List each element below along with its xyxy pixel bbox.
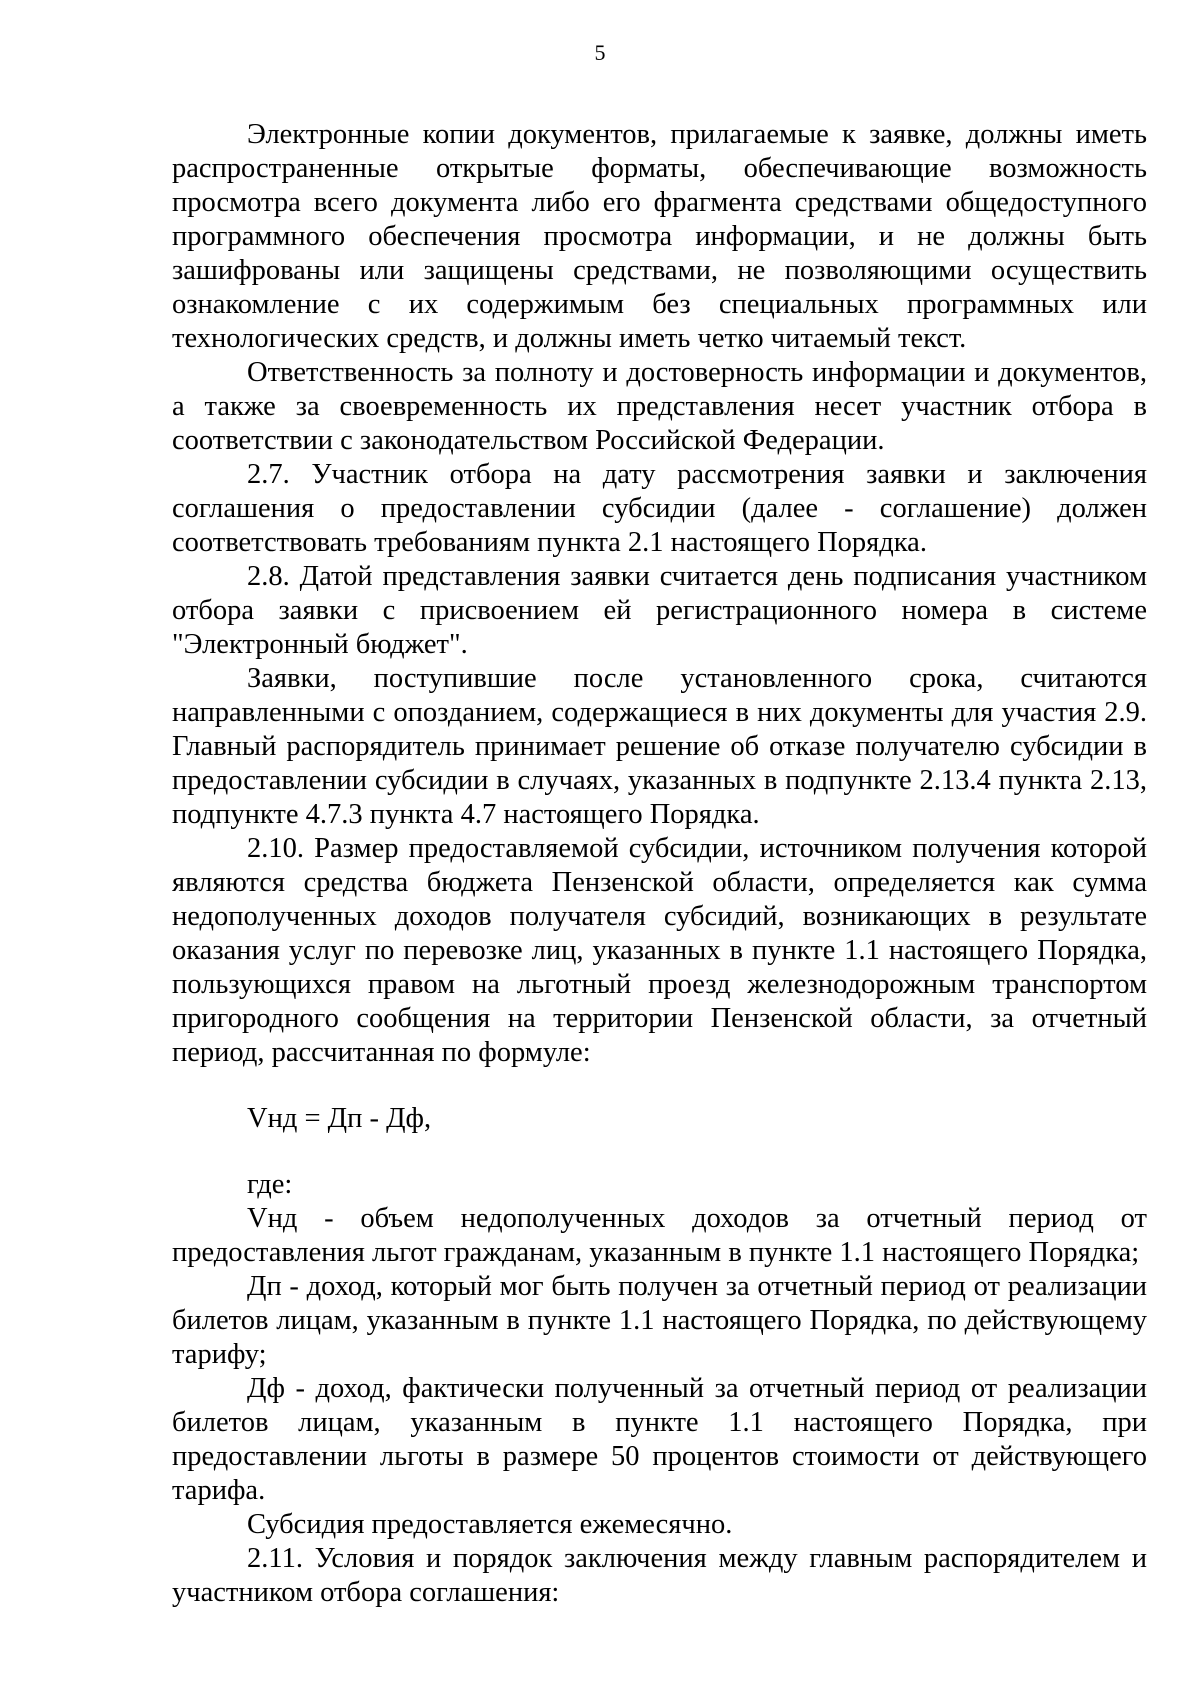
document-body	[172, 118, 1147, 1610]
paragraph-2-7: 2.7. Участник отбора на дату рассмотрения заявки и заключения соглашения о предоставлении субсидии (далее - соглашение) должен соответствовать требованиям пункта 2.1 настоящего Порядка.	[172, 459, 1147, 558]
paragraph-2-10: 2.10. Размер предоставляемой субсидии, источником получения которой являются средства бюджета Пензенской области, определяется как сумма недополученных доходов получателя субсидий, возникающих в результате оказания услуг по перевозке лиц, указанных в пункте 1.1 настоящего Порядка, пользующихся правом на льготный проезд железнодорожным транспортом пригородного сообщения на территории Пензенской области, за отчетный период, рассчитанная по формуле:	[172, 833, 1147, 1068]
paragraph-responsibility: Ответственность за полноту и достоверность информации и документов, а также за своевременность их представления несет участник отбора в соответствии с законодательством Российской Федерации.	[172, 357, 1147, 456]
where-label: где:	[247, 1169, 293, 1200]
definition-df: Дф - доход, фактически полученный за отчетный период от реализации билетов лицам, указанным в пункте 1.1 настоящего Порядка, при предоставлении льготы в размере 50 процентов стоимости от действующего тарифа.	[172, 1373, 1147, 1506]
definition-vnd: Vнд - объем недополученных доходов за отчетный период от предоставления льгот гражданам, указанным в пункте 1.1 настоящего Порядка;	[172, 1203, 1147, 1268]
paragraph-monthly-subsidy: Субсидия предоставляется ежемесячно.	[247, 1509, 733, 1540]
paragraph-2-8: 2.8. Датой представления заявки считается день подписания участником отбора заявки с присвоением ей регистрационного номера в системе "Электронный бюджет".	[172, 561, 1147, 660]
paragraph-2-11: 2.11. Условия и порядок заключения между главным распорядителем и участником отбора соглашения:	[172, 1543, 1147, 1608]
paragraph-late-applications: Заявки, поступившие после установленного срока, считаются направленными с опозданием, содержащиеся в них документы для участия 2.9. Главный распорядитель принимает решение об отказе получателю субсидии в предоставлении субсидии в случаях, указанных в подпункте 2.13.4 пункта 2.13, подпункте 4.7.3 пункта 4.7 настоящего Порядка.	[172, 663, 1147, 830]
paragraph-electronic-copies: Электронные копии документов, прилагаемые к заявке, должны иметь распространенные открытые форматы, обеспечивающие возможность просмотра всего документа либо его фрагмента средствами общедоступного программного обеспечения просмотра информации, и не должны быть зашифрованы или защищены средствами, не позволяющими осуществить ознакомление с их содержимым без специальных программных или технологических средств, и должны иметь четко читаемый текст.	[172, 119, 1147, 354]
page-number: 5	[594, 40, 606, 65]
definition-dp: Дп - доход, который мог быть получен за отчетный период от реализации билетов лицам, указанным в пункте 1.1 настоящего Порядка, по действующему тарифу;	[172, 1271, 1147, 1370]
formula: Vнд = Дп - Дф,	[247, 1103, 432, 1134]
